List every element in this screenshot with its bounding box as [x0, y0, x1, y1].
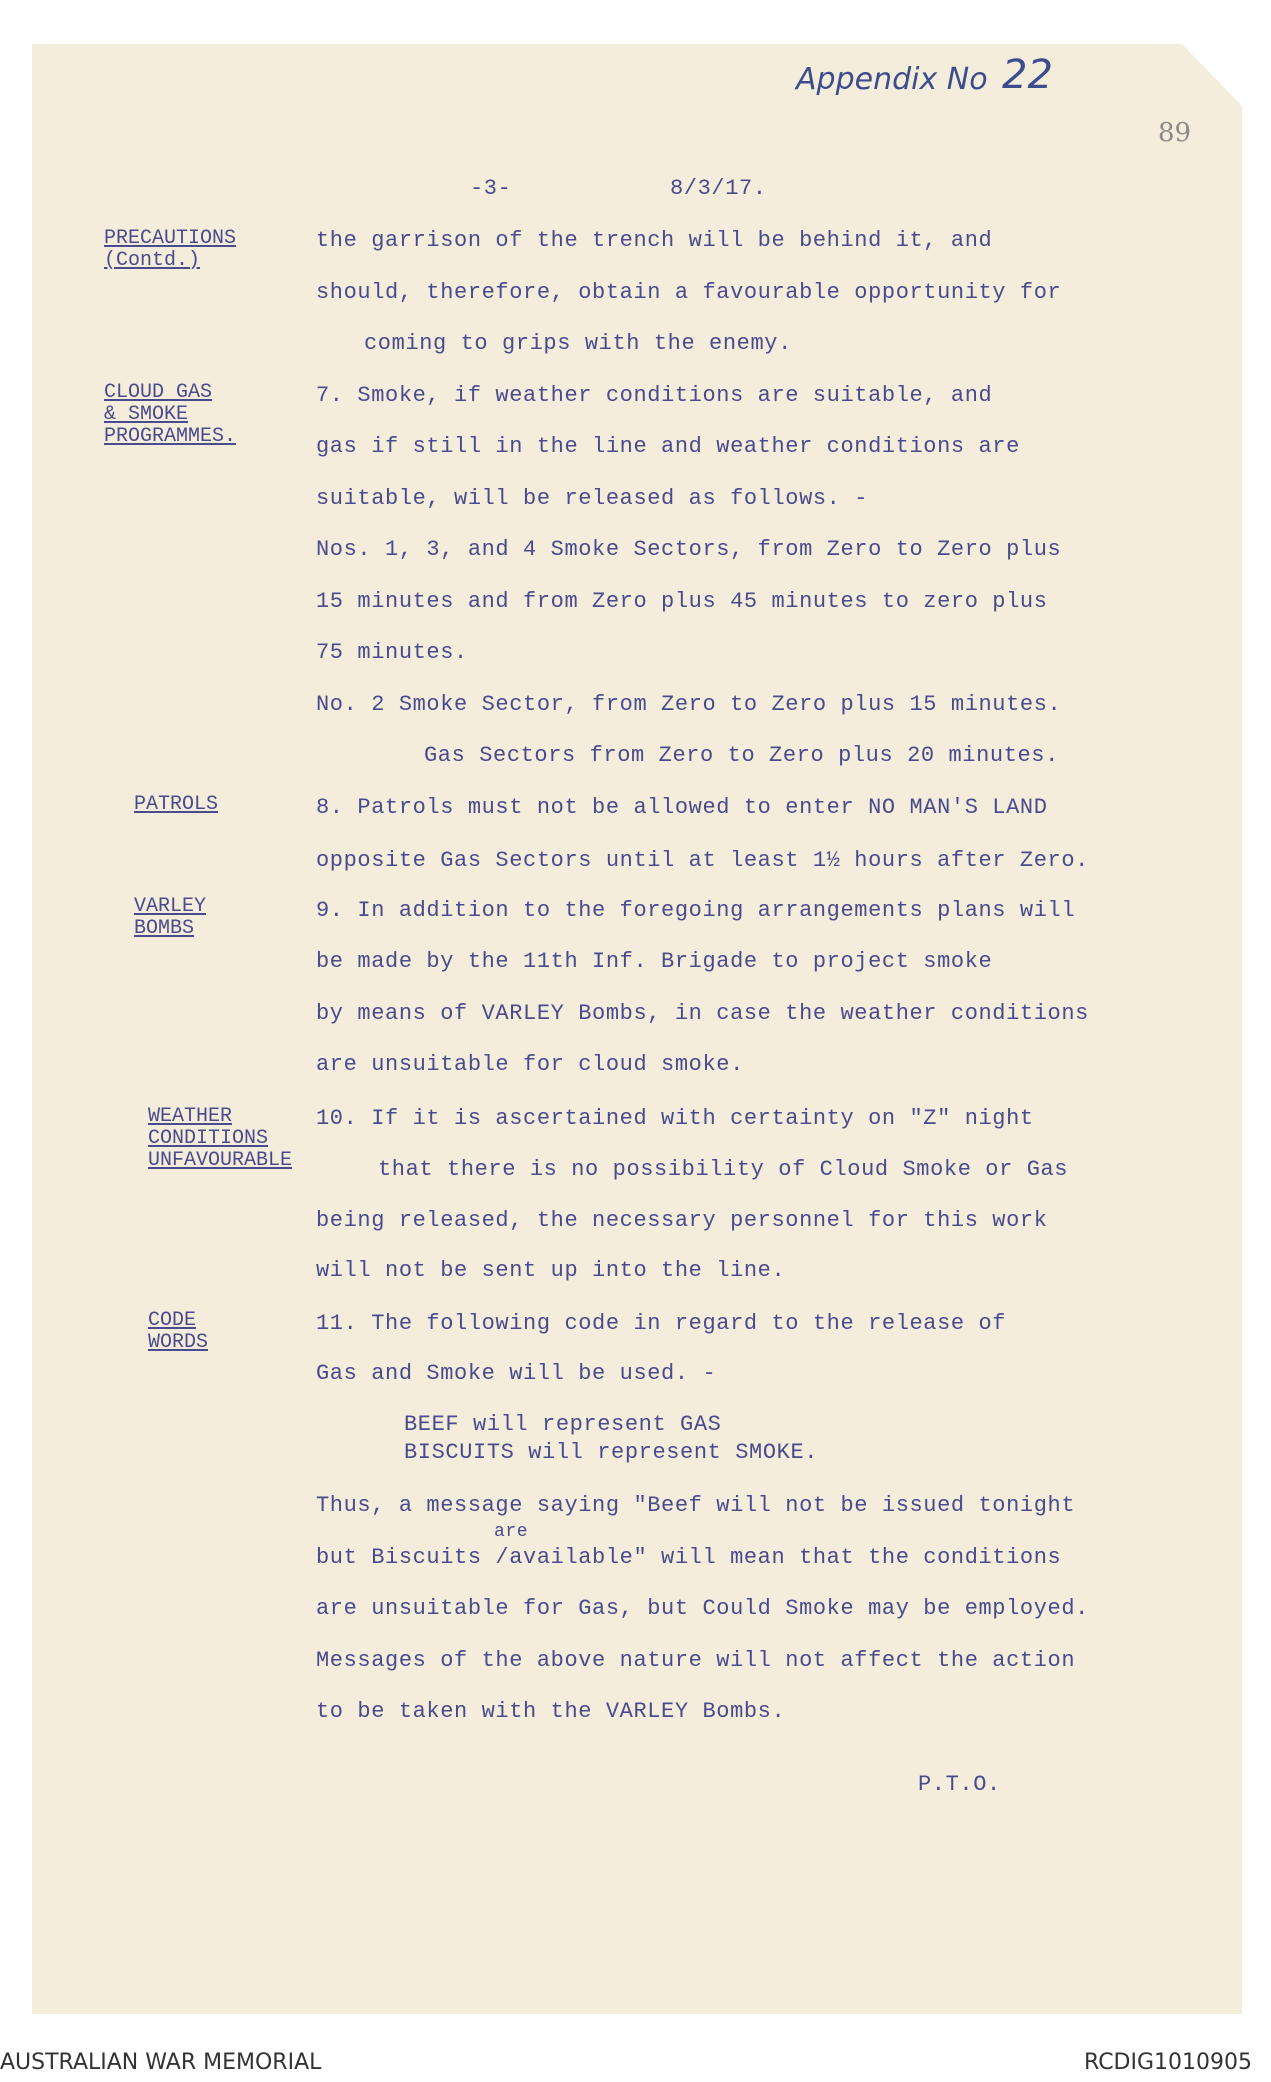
page-number: -3-	[470, 176, 512, 201]
body-line: 75 minutes.	[316, 640, 468, 665]
body-line: that there is no possibility of Cloud Smoke or Gas	[378, 1157, 1069, 1182]
sidenote-varley-bombs: VARLEY BOMBS	[134, 895, 207, 940]
body-line: will not be sent up into the line.	[316, 1258, 786, 1283]
sidenote-weather: WEATHER CONDITIONS UNFAVOURABLE	[148, 1105, 293, 1172]
body-line: 15 minutes and from Zero plus 45 minutes to zero plus	[316, 589, 1048, 614]
body-line: No. 2 Smoke Sector, from Zero to Zero plus 15 minutes.	[316, 692, 1062, 717]
body-line: 8. Patrols must not be allowed to enter NO MAN'S LAND	[316, 795, 1048, 820]
body-line: coming to grips with the enemy.	[364, 331, 792, 356]
appendix-label: Appendix No	[796, 62, 988, 97]
footer-institution: AUSTRALIAN WAR MEMORIAL	[0, 2050, 322, 2075]
please-turn-over: P.T.O.	[918, 1772, 1001, 1797]
body-line: Messages of the above nature will not affect the action	[316, 1648, 1076, 1673]
body-line: 7. Smoke, if weather conditions are suitable, and	[316, 383, 993, 408]
body-line: Thus, a message saying "Beef will not be issued tonight	[316, 1493, 1076, 1518]
body-line: 10. If it is ascertained with certainty on "Z" night	[316, 1106, 1034, 1131]
code-line: BISCUITS will represent SMOKE.	[404, 1440, 819, 1465]
folio-number: 89	[1158, 118, 1192, 148]
body-line: to be taken with the VARLEY Bombs.	[316, 1699, 786, 1724]
body-line: are unsuitable for Gas, but Could Smoke may be employed.	[316, 1596, 1089, 1621]
body-line: the garrison of the trench will be behind it, and	[316, 228, 993, 253]
body-line: Nos. 1, 3, and 4 Smoke Sectors, from Zero to Zero plus	[316, 537, 1062, 562]
sidenote-cloud-gas: CLOUD GAS & SMOKE PROGRAMMES.	[104, 381, 237, 448]
body-line: Gas and Smoke will be used. -	[316, 1361, 717, 1386]
sidenote-code-words: CODE WORDS	[148, 1309, 209, 1354]
body-line: being released, the necessary personnel for this work	[316, 1208, 1048, 1233]
body-line: should, therefore, obtain a favourable opportunity for	[316, 280, 1062, 305]
body-line: suitable, will be released as follows. -	[316, 486, 869, 511]
appendix-number: 22	[1002, 52, 1053, 98]
sidenote-patrols: PATROLS	[134, 793, 219, 816]
body-line: Gas Sectors from Zero to Zero plus 20 minutes.	[424, 743, 1059, 768]
body-line: but Biscuits /available" will mean that the conditions	[316, 1545, 1062, 1570]
sidenote-precautions: PRECAUTIONS (Contd.)	[104, 227, 237, 272]
body-line: be made by the 11th Inf. Brigade to project smoke	[316, 949, 993, 974]
body-line: 9. In addition to the foregoing arrangements plans will	[316, 898, 1076, 923]
footer-record-id: RCDIG1010905	[1084, 2050, 1253, 2075]
body-line: are unsuitable for cloud smoke.	[316, 1052, 744, 1077]
body-line: opposite Gas Sectors until at least 1½ hours after Zero.	[316, 848, 1089, 873]
body-line: by means of VARLEY Bombs, in case the weather conditions	[316, 1001, 1089, 1026]
code-line: BEEF will represent GAS	[404, 1412, 722, 1437]
interlinear-insertion: are	[494, 1522, 529, 1542]
body-line: gas if still in the line and weather conditions are	[316, 434, 1020, 459]
document-date: 8/3/17.	[670, 176, 767, 201]
body-line: 11. The following code in regard to the release of	[316, 1311, 1007, 1336]
